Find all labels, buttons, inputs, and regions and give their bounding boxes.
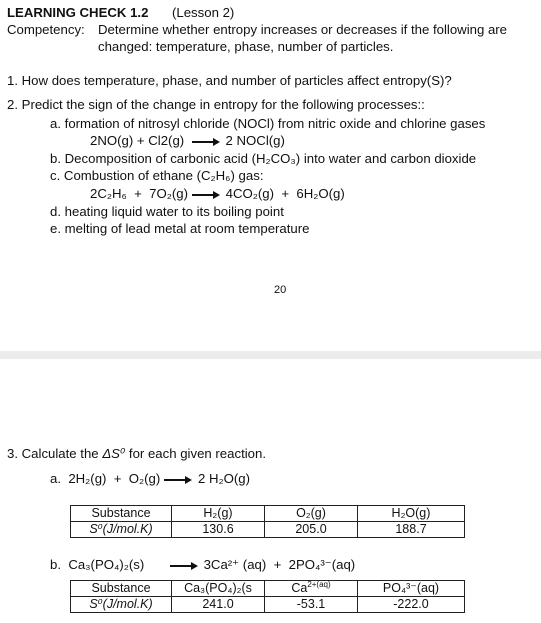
page-number: 20 [274, 284, 287, 296]
entropy-table-a [70, 505, 465, 538]
equation-3a: a. 2H₂(g) + O₂(g) 2 H₂O(g) [50, 471, 250, 486]
question-1: 1. How does temperature, phase, and number of particles affect entropy(S)? [7, 73, 452, 88]
competency-text-2: changed: temperature, phase, number of particles. [98, 39, 394, 54]
competency-text-1: Determine whether entropy increases or decreases if the following are [98, 22, 508, 37]
equation-3b: b. Ca₃(PO₄)₂(s) 3Ca²⁺ (aq) + 2PO₄³⁻(aq) [50, 557, 356, 572]
reaction-arrow-icon [170, 565, 196, 567]
question-2a: a. formation of nitrosyl chloride (NOCl) from nitric oxide and chlorine gases [50, 116, 486, 131]
equation-2a-reactants: 2NO(g) + Cl2(g) [90, 133, 185, 148]
table-row: S⁰(J/mol.K) 130.6 205.0 188.7 [71, 522, 465, 538]
table-row: S⁰(J/mol.K) 241.0 -53.1 -222.0 [71, 597, 465, 613]
reaction-arrow-icon [192, 141, 218, 143]
question-2b: b. Decomposition of carbonic acid (H₂CO₃) into water and carbon dioxide [50, 151, 477, 166]
page-divider [0, 351, 541, 359]
equation-2c: 2C₂H₆ + 7O₂(g) 4CO₂(g) + 6H₂O(g) [90, 186, 345, 201]
reaction-arrow-icon [164, 479, 190, 481]
equation-2a [90, 133, 285, 149]
question-2c: c. Combustion of ethane (C₂H₆) gas: [50, 168, 264, 183]
table-row: Substance Ca₃(PO₄)₂(s $Ca^{2+(aq)}$ PO₄³⁻(aq) [71, 581, 465, 597]
question-2e: e. melting of lead metal at room temperature [50, 221, 310, 236]
question-2d: d. heating liquid water to its boiling point [50, 204, 284, 219]
worksheet-title: LEARNING CHECK 1.2 [7, 5, 149, 20]
question-2: 2. Predict the sign of the change in entropy for the following processes:: [7, 97, 425, 112]
entropy-table-b [70, 580, 465, 613]
equation-2a-products: 2 NOCl(g) [225, 133, 285, 148]
table-row: Substance H₂(g) O₂(g) H₂O(g) [71, 506, 465, 522]
question-3: 3. Calculate the ΔS⁰ for each given reaction. [7, 446, 266, 461]
competency-label: Competency: [7, 22, 85, 37]
lesson-label: (Lesson 2) [172, 5, 235, 20]
reaction-arrow-icon [192, 194, 218, 196]
